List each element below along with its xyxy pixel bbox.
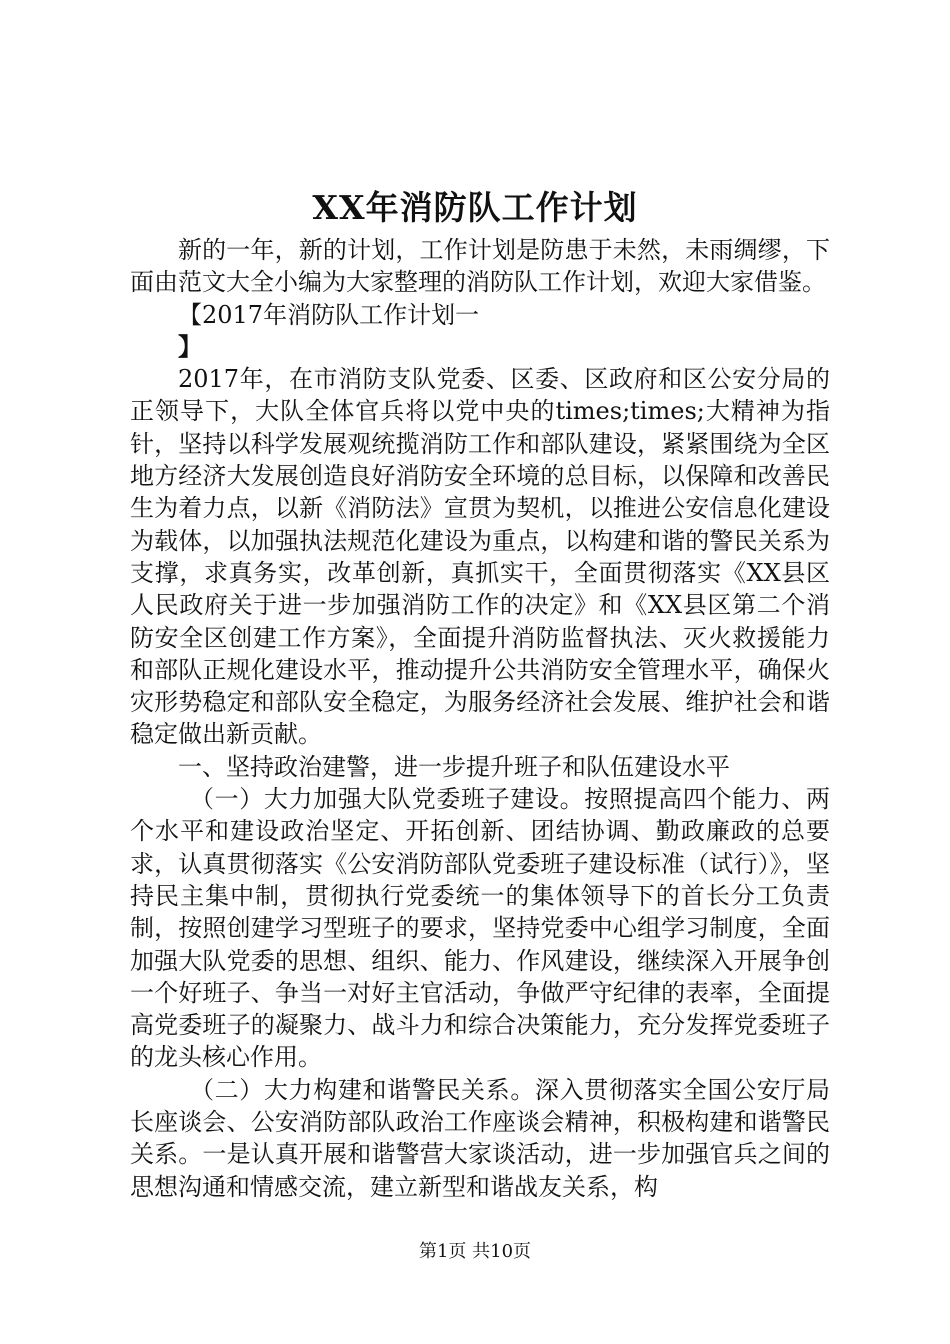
- intro-paragraph: 新的一年，新的计划，工作计划是防患于未然，未雨绸缪，下面由范文大全小编为大家整理的消防队工作计划，欢迎大家借鉴。: [130, 236, 830, 297]
- document-body: [130, 234, 830, 1203]
- document-title: XX年消防队工作计划: [312, 188, 638, 227]
- section-heading-close: 】: [178, 331, 202, 361]
- section-heading: 一、坚持政治建警，进一步提升班子和队伍建设水平: [178, 752, 730, 781]
- page-footer: 第1页 共10页: [418, 1241, 532, 1262]
- body-paragraph: （一）大力加强大队党委班子建设。按照提高四个能力、两个水平和建设政治坚定、开拓创新、团结协调、勤政廉政的总要求，认真贯彻落实《公安消防部队党委班子建设标准（试行）》，坚持民主集中制，贯彻执行党委统一的集体领导下的首长分工负责制，按照创建学习型班子的要求，坚持党委中心组学习制度，全面加强大队党委的思想、组织、能力、作风建设，继续深入开展争创一个好班子、争当一对好主官活动，争做严守纪律的表率，全面提高党委班子的凝聚力、战斗力和综合决策能力，充分发挥党委班子的龙头核心作用。: [130, 785, 830, 1072]
- body-paragraph: （二）大力构建和谐警民关系。深入贯彻落实全国公安厅局长座谈会、公安消防部队政治工作座谈会精神，积极构建和谐警民关系。一是认真开展和谐警营大家谈活动，进一步加强官兵之间的思想沟通和情感交流，建立新型和谐战友关系，构: [130, 1075, 830, 1201]
- section-heading-open: 【2017年消防队工作计划一: [178, 300, 480, 329]
- body-paragraph: 2017年，在市消防支队党委、区委、区政府和区公安分局的正领导下，大队全体官兵将以党中央的times;times;大精神为指针，坚持以科学发展观统揽消防工作和部队建设，紧紧围绕为全区地方经济大发展创造良好消防安全环境的总目标，以保障和改善民生为着力点，以新《消防法》宣贯为契机，以推进公安信息化建设为载体，以加强执法规范化建设为重点，以构建和谐的警民关系为支撑，求真务实，改革创新，真抓实干，全面贯彻落实《XX县区人民政府关于进一步加强消防工作的决定》和《XX县区第二个消防安全区创建工作方案》，全面提升消防监督执法、灭火救援能力和部队正规化建设水平，推动提升公共消防安全管理水平，确保火灾形势稳定和部队安全稳定，为服务经济社会发展、维护社会和谐稳定做出新贡献。: [130, 365, 830, 749]
